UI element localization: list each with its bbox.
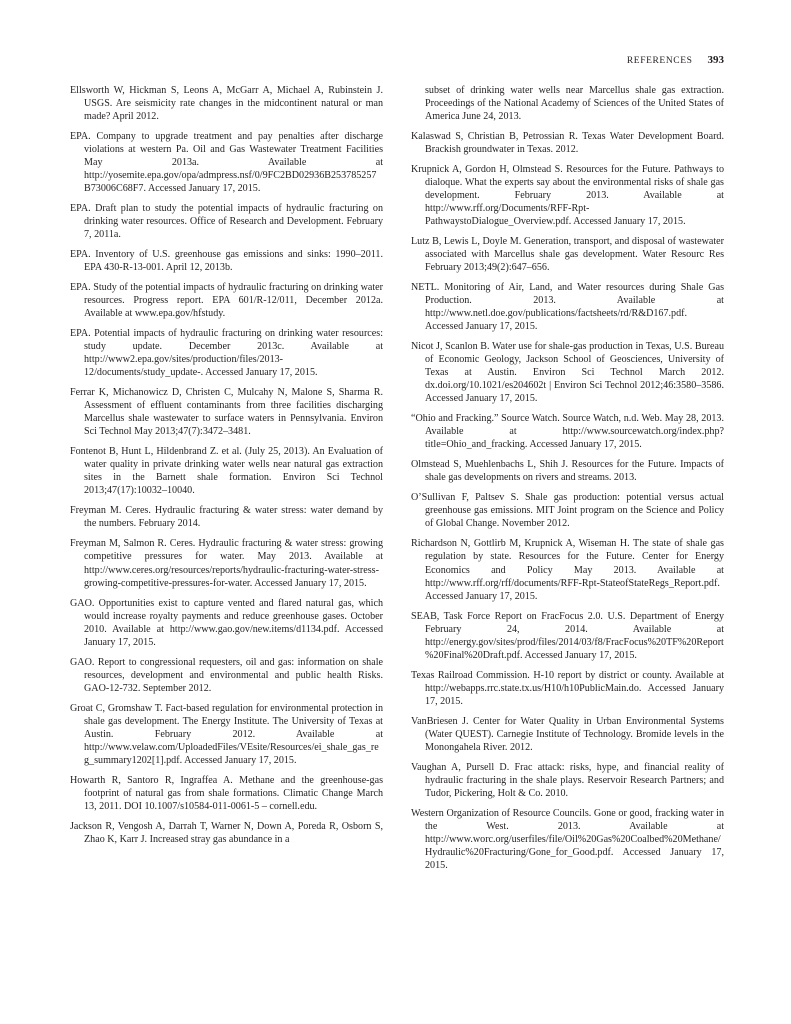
reference-entry: Freyman M, Salmon R. Ceres. Hydraulic fracturing & water stress: growing competitive pressures for water. May 2013. Available at http://www.ceres.org/resources/reports/hydraulic-fracturing-water-stress-growing-competitive-pressures-for-water. Accessed January 17, 2015. <box>70 538 383 589</box>
reference-entry: Western Organization of Resource Councils. Gone or good, fracking water in the West. 2013. Available at http://www.worc.org/userfiles/file/Oil%20Gas%20Coalbed%20Methane/Hydraulic%20Fracturing/Gone_for_Good.pdf. Accessed January 17, 2015. <box>411 807 724 871</box>
reference-entry: Ferrar K, Michanowicz D, Christen C, Mulcahy N, Malone S, Sharma R. Assessment of effluent contaminants from three facilities discharging Marcellus shale wastewater to surface waters in Pennsylvania. Environ Sci Technol May 2013;47(7):3472–3481. <box>70 387 383 438</box>
page-number: 393 <box>707 54 724 66</box>
reference-entry: Nicot J, Scanlon B. Water use for shale-gas production in Texas, U.S. Bureau of Economic Geology, Jackson School of Geosciences, University of Texas at Austin. Environ Sci Technol March 2012. dx.doi.org/10.1021/es204602t | Environ Sci Technol 2012;46:3580–3586. Accessed January 17, 2015. <box>411 341 724 405</box>
reference-entry: Olmstead S, Muehlenbachs L, Shih J. Resources for the Future. Impacts of shale gas developments on rivers and streams. 2013. <box>411 459 724 484</box>
reference-entry: Jackson R, Vengosh A, Darrah T, Warner N, Down A, Poreda R, Osborn S, Zhao K, Karr J. Increased stray gas abundance in a <box>70 820 383 845</box>
right-column <box>411 84 724 879</box>
left-column <box>70 84 383 853</box>
section-title: REFERENCES <box>626 56 693 66</box>
reference-entry: Groat C, Gromshaw T. Fact-based regulation for environmental protection in shale gas development. The Energy Institute. The University of Texas at Austin. February 2012. Available at http://www.velaw.com/UploadedFiles/VEsite/Resources/ei_shale_gas_reg_summary1202[1].pdf. Accessed January 17, 2015. <box>70 702 383 766</box>
reference-entry: EPA. Potential impacts of hydraulic fracturing on drinking water resources: study update. December 2013c. Available at http://www2.epa.gov/sites/production/files/2013-12/documents/study_update-. Accessed January 17, 2015. <box>70 328 383 379</box>
reference-entry: EPA. Inventory of U.S. greenhouse gas emissions and sinks: 1990–2011. EPA 430-R-13-001. April 12, 2013b. <box>70 249 383 274</box>
reference-entry: NETL. Monitoring of Air, Land, and Water resources during Shale Gas Production. 2013. Available at http://www.netl.doe.gov/publications/factsheets/rd/R&D167.pdf. Accessed January 17, 2015. <box>411 282 724 333</box>
reference-entry: Howarth R, Santoro R, Ingraffea A. Methane and the greenhouse-gas footprint of natural gas from shale formations. Climatic Change March 13, 2011. DOI 10.1007/s10584-011-0061-5 – cornell.edu. <box>70 774 383 812</box>
reference-entry: Lutz B, Lewis L, Doyle M. Generation, transport, and disposal of wastewater associated with Marcellus shale gas development. Water Resourc Res February 2013;49(2):647–656. <box>411 236 724 274</box>
reference-entry: Krupnick A, Gordon H, Olmstead S. Resources for the Future. Pathways to dialoque. What the experts say about the environmental risks of shale gas development. February 2013. Available at http://www.rff.org/Documents/RFF-Rpt-PathwaystoDialogue_Overview.pdf. Accessed January 17, 2015. <box>411 164 724 228</box>
reference-entry: EPA. Draft plan to study the potential impacts of hydraulic fracturing on drinking water resources. Office of Research and Development. February 7, 2011a. <box>70 203 383 241</box>
reference-entry: “Ohio and Fracking.” Source Watch. Source Watch, n.d. Web. May 28, 2013. Available at http://www.sourcewatch.org/index.php?title=Ohio_and_fracking. Accessed January 17, 2015. <box>411 413 724 451</box>
reference-entry: EPA. Study of the potential impacts of hydraulic fracturing on drinking water resources. Progress report. EPA 601/R-12/011, December 2012a. Available at www.epa.gov/hfstudy. <box>70 282 383 320</box>
reference-entry: SEAB, Task Force Report on FracFocus 2.0. U.S. Department of Energy February 24, 2014. Available at http://energy.gov/sites/prod/files/2014/03/f8/FracFocus%20TF%20Report%20Final%20Draft.pdf. Accessed January 17, 2015. <box>411 610 724 661</box>
reference-entry: GAO. Opportunities exist to capture vented and flared natural gas, which would increase royalty payments and reduce greenhouse gases. October 2010. Available at http://www.gao.gov/new.items/d1134.pdf. Accessed January 17, 2015. <box>70 597 383 648</box>
reference-entry: Ellsworth W, Hickman S, Leons A, McGarr A, Michael A, Rubinstein J. USGS. Are seismicity rate changes in the midcontinent natural or man made? April 2012. <box>70 85 383 123</box>
reference-entry: O’Sullivan F, Paltsev S. Shale gas production: potential versus actual greenhouse gas emissions. MIT Joint program on the Science and Policy of Global Change. November 2012. <box>411 492 724 530</box>
reference-entry: EPA. Company to upgrade treatment and pay penalties after discharge violations at western Pa. Oil and Gas Wastewater Treatment Facilities May 2013a. Available at http://yosemite.epa.gov/opa/admpress.nsf/0/9FC2BD02936B253785257B73006C68F7. Accessed January 17, 2015. <box>70 131 383 195</box>
reference-entry: Freyman M. Ceres. Hydraulic fracturing & water stress: water demand by the numbers. February 2014. <box>70 505 383 530</box>
reference-entry: GAO. Report to congressional requesters, oil and gas: information on shale resources, development and environmental and public health Risks. GAO-12-732. September 2012. <box>70 656 383 694</box>
reference-entry: Vaughan A, Pursell D. Frac attack: risks, hype, and financial reality of hydraulic fracturing in the shale plays. Reservoir Research Partners; and Tudor, Pickering, Holt & Co. 2010. <box>411 761 724 799</box>
reference-entry: Fontenot B, Hunt L, Hildenbrand Z. et al. (July 25, 2013). An Evaluation of water quality in private drinking water wells near natural gas extraction sites in the Barnett shale formation. Environ Sci Technol 2013;47(17):10032–10040. <box>70 446 383 497</box>
reference-entry: Richardson N, Gottlirb M, Krupnick A, Wiseman H. The state of shale gas regulation by state. Resources for the Future. Center for Energy Economics and Policy May 2013. Available at http://www.rff.org/rff/documents/RFF-Rpt-StateofStateRegs_Report.pdf. Accessed January 17, 2015. <box>411 538 724 602</box>
running-head <box>627 54 724 66</box>
reference-continuation: subset of drinking water wells near Marcellus shale gas extraction. Proceedings of the National Academy of Sciences of the United States of America June 24, 2013. <box>425 85 724 123</box>
reference-entry: Texas Railroad Commission. H-10 report by district or county. Available at http://webapps.rrc.state.tx.us/H10/h10PublicMain.do. Accessed January 17, 2015. <box>411 669 724 707</box>
reference-entry: Kalaswad S, Christian B, Petrossian R. Texas Water Development Board. Brackish groundwater in Texas. 2012. <box>411 131 724 156</box>
reference-entry: VanBriesen J. Center for Water Quality in Urban Environmental Systems (Water QUEST). Carnegie Institute of Technology. Bromide levels in the Monongahela River. 2012. <box>411 715 724 753</box>
